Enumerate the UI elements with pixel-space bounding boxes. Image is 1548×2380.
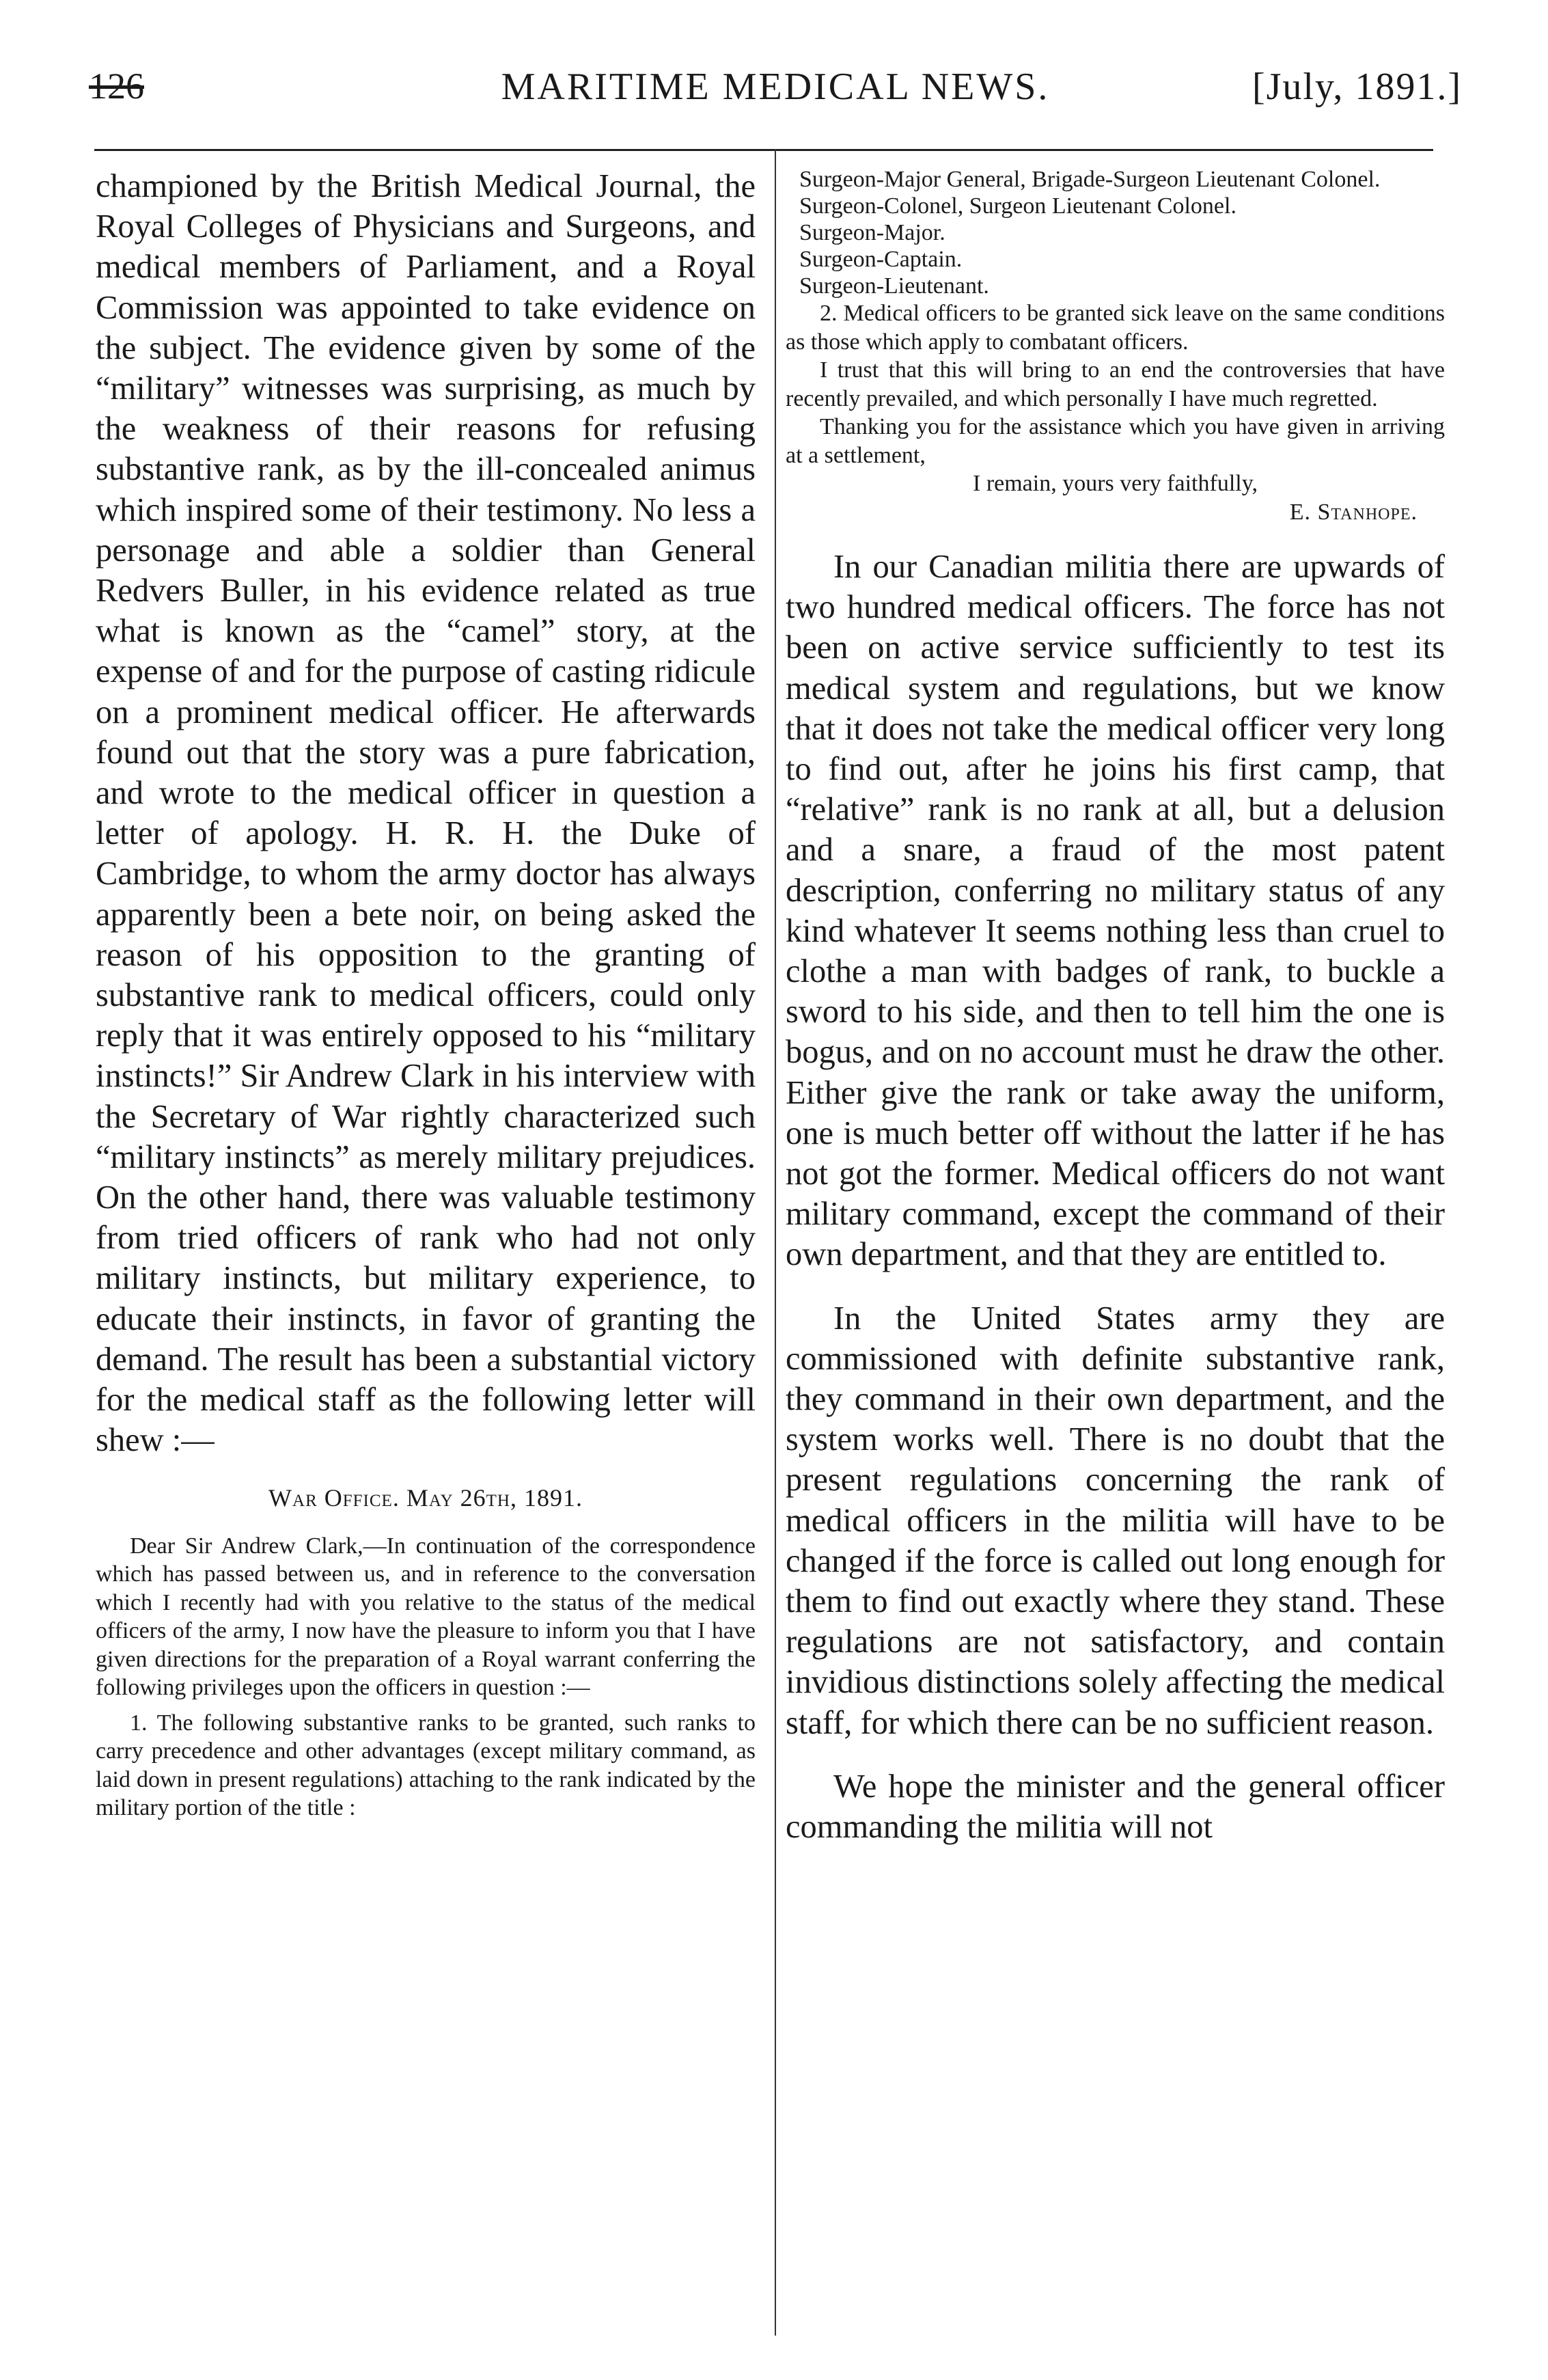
letter-paragraph: I trust that this will bring to an end the controversies that have recently prevailed, and which personally I have much regretted.: [786, 357, 1445, 411]
article-paragraph: We hope the minister and the general officer commanding the militia will not: [786, 1768, 1445, 1846]
left-column: [96, 166, 756, 1822]
page-number: 126: [89, 66, 144, 107]
right-column: [786, 166, 1445, 1847]
rank-item: Surgeon-Captain.: [799, 247, 963, 272]
article-paragraph: In our Canadian militia there are upwards of two hundred medical officers. The force has not been on active service sufficiently to test its medical system and regulations, but we know that it does not take the medical officer very long to find out, after he joins his first camp, that “relative” rank is no rank at all, but a delusion and a snare, a fraud of the most patent description, conferring no military status of any kind whatever It seems nothing less than cruel to clothe a man with badges of rank, to buckle a sword to his side, and then to tell him the one is bogus, and on no account must he draw the other. Either give the rank or take away the uniform, one is much better off without the latter if he has not got the former. Medical officers do not want military command, except the command of their own department, and that they are entitled to.: [786, 549, 1445, 1273]
running-header: [89, 65, 1462, 126]
rank-item: Surgeon-Colonel, Surgeon Lieutenant Colonel.: [799, 193, 1236, 219]
issue-date: [July, 1891.]: [1252, 66, 1462, 108]
letter-signature: E. Stanhope.: [1289, 499, 1418, 525]
letter-paragraph: Dear Sir Andrew Clark,—In continuation of the correspondence which has passed between us, and in reference to the conversation which I recently had with you relative to the status of the medical officers of the army, I now have the pleasure to inform you that I have given directions for the preparation of a Royal warrant conferring the following privileges upon the officers in question :—: [96, 1533, 756, 1700]
letter-paragraph: 1. The following substantive ranks to be granted, such ranks to carry precedence and other advantages (except military command, as laid down in present regulations) attaching to the rank indicated by the military portion of the title :: [96, 1710, 756, 1820]
letter-paragraph: 2. Medical officers to be granted sick leave on the same conditions as those which apply to combatant officers.: [786, 301, 1445, 355]
column-divider: [775, 149, 776, 2336]
header-rule: [94, 149, 1433, 151]
rank-item: Surgeon-Major.: [799, 220, 945, 245]
rank-item: Surgeon-Major General, Brigade-Surgeon Lieutenant Colonel.: [799, 167, 1381, 192]
rank-list: [786, 166, 1445, 299]
rank-item: Surgeon-Lieutenant.: [799, 273, 989, 299]
letter-closing: I remain, yours very faithfully,: [973, 471, 1258, 496]
letter-paragraph: Thanking you for the assistance which you have given in arriving at a settlement,: [786, 414, 1445, 468]
article-paragraph: championed by the British Medical Journal, the Royal Colleges of Physicians and Surgeons, and medical members of Parliament, and a Royal Commission was appointed to take evidence on the subject. The evidence given by some of the “military” witnesses was surprising, as much by the weakness of their reasons for refusing substantive rank, as by the ill-concealed animus which inspired some of their testimony. No less a personage and able a soldier than General Redvers Buller, in his evidence related as true what is known as the “camel” story, at the expense of and for the purpose of casting ridicule on a prominent medical officer. He afterwards found out that the story was a pure fabrication, and wrote to the medical officer in question a letter of apology. H. R. H. the Duke of Cambridge, to whom the army doctor has always apparently been a bete noir, on being asked the reason of his opposition to the granting of substantive rank to medical officers, could only reply that it was entirely opposed to his “military instincts!” Sir Andrew Clark in his interview with the Secretary of War rightly characterized such “military instincts” as merely military prejudices. On the other hand, there was valuable testimony from tried officers of rank who had not only military instincts, but military experience, to educate their instincts, in favor of granting the demand. The result has been a substantial victory for the medical staff as the following letter will shew :—: [96, 168, 756, 1459]
letter-dateline: War Office. May 26th, 1891.: [268, 1483, 583, 1512]
journal-title: MARITIME MEDICAL NEWS.: [501, 66, 1050, 108]
article-paragraph: In the United States army they are commissioned with definite substantive rank, they command in their own department, and the system works well. There is no doubt that the present regulations concerning the rank of medical officers in the militia will have to be changed if the force is called out long enough for them to find out exactly where they stand. These regulations are not satisfactory, and contain invidious distinctions solely affecting the medical staff, for which there can be no sufficient reason.: [786, 1300, 1445, 1741]
